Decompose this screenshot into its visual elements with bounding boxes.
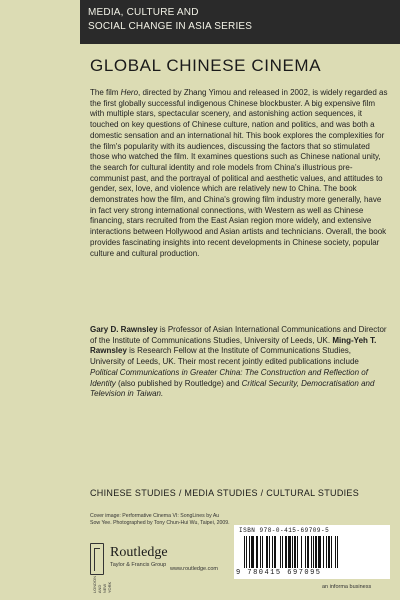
author-book-2: Critical Security, Democratisation and Television in Taiwan.	[90, 378, 375, 399]
subject-categories: CHINESE STUDIES / MEDIA STUDIES / CULTURAL STUDIES	[90, 488, 360, 498]
cover-image-credit: Cover image: Performative Cinema VI: SongLines by Au Sow Yee. Photographed by Tony Chun-Hui Wu, Taipei, 2009.	[90, 513, 230, 526]
publisher-url: www.routledge.com	[170, 566, 218, 572]
isbn-label: ISBN 978-0-415-69709-5	[239, 527, 330, 534]
routledge-mark-icon	[90, 543, 104, 575]
author-bio-3: (also published by Routledge) and	[115, 378, 242, 388]
book-blurb	[90, 88, 388, 259]
author-name-1: Gary D. Rawnsley	[90, 325, 158, 334]
publisher-name: Routledge	[110, 545, 168, 560]
author-book-1: Political Communications in Greater China: The Construction and Reflection of Identity	[90, 367, 368, 388]
series-banner	[80, 0, 400, 44]
blurb-film-title: Hero	[120, 88, 139, 97]
publisher-side-text: LONDON AND NEW YORK	[92, 576, 112, 594]
isbn-barcode-box	[234, 525, 390, 579]
author-bios	[90, 325, 388, 400]
barcode-icon	[244, 536, 380, 568]
series-line-1: MEDIA, CULTURE AND	[88, 7, 199, 18]
series-line-2: SOCIAL CHANGE IN ASIA SERIES	[88, 21, 253, 32]
author-bio-1: is Professor of Asian International Communications and Director of the Institute of Communications Studies, University of Leeds, UK.	[90, 325, 387, 345]
publisher-subline: Taylor & Francis Group	[110, 562, 167, 568]
author-name-2: Ming-Yeh T. Rawnsley	[90, 335, 377, 356]
barcode-digits: 9 780415 697095	[236, 569, 322, 577]
barcode-space	[338, 536, 340, 568]
publisher-logo	[90, 543, 230, 594]
blurb-text-rest: , directed by Zhang Yimou and released in 2002, is widely regarded as the first globally successful indigenous Chinese blockbuster. A big expensive film with multiple stars, spectacular scenery, and astonishing action sequences, it touched on key questions of Chinese culture, nation and politics, and was both a domestic sensation and an international hit. This book explores the complexities for the film's popularity with its audiences, discussing the factors that so stimulated those who watched the film. It examines questions such as Chinese national unity, the search for cultural identity and role models from China's illustrious pre-communist past, and the portrayal of political and aesthetic values, and attitudes to gender, sex, love, and violence which are relatively new to China. The book demonstrates how the film, and China's growing film industry more generally, have in fact very strong international connections, with Western as well as Chinese financing, stars recruited from the East Asian region more widely, and extensive interactions between Hollywood and Asian artists and technicians. Overall, the book provides fascinating insights into recent developments in Chinese society, popular culture and cultural production.	[90, 88, 388, 258]
author-bio-2: is Research Fellow at the Institute of Communications Studies, University of Leeds, UK. Their most recent jointly edited publications include	[90, 346, 359, 367]
book-title: GLOBAL CHINESE CINEMA	[90, 56, 322, 75]
blurb-text-start: The film	[90, 88, 121, 97]
informa-tagline: an informa business	[322, 584, 372, 590]
